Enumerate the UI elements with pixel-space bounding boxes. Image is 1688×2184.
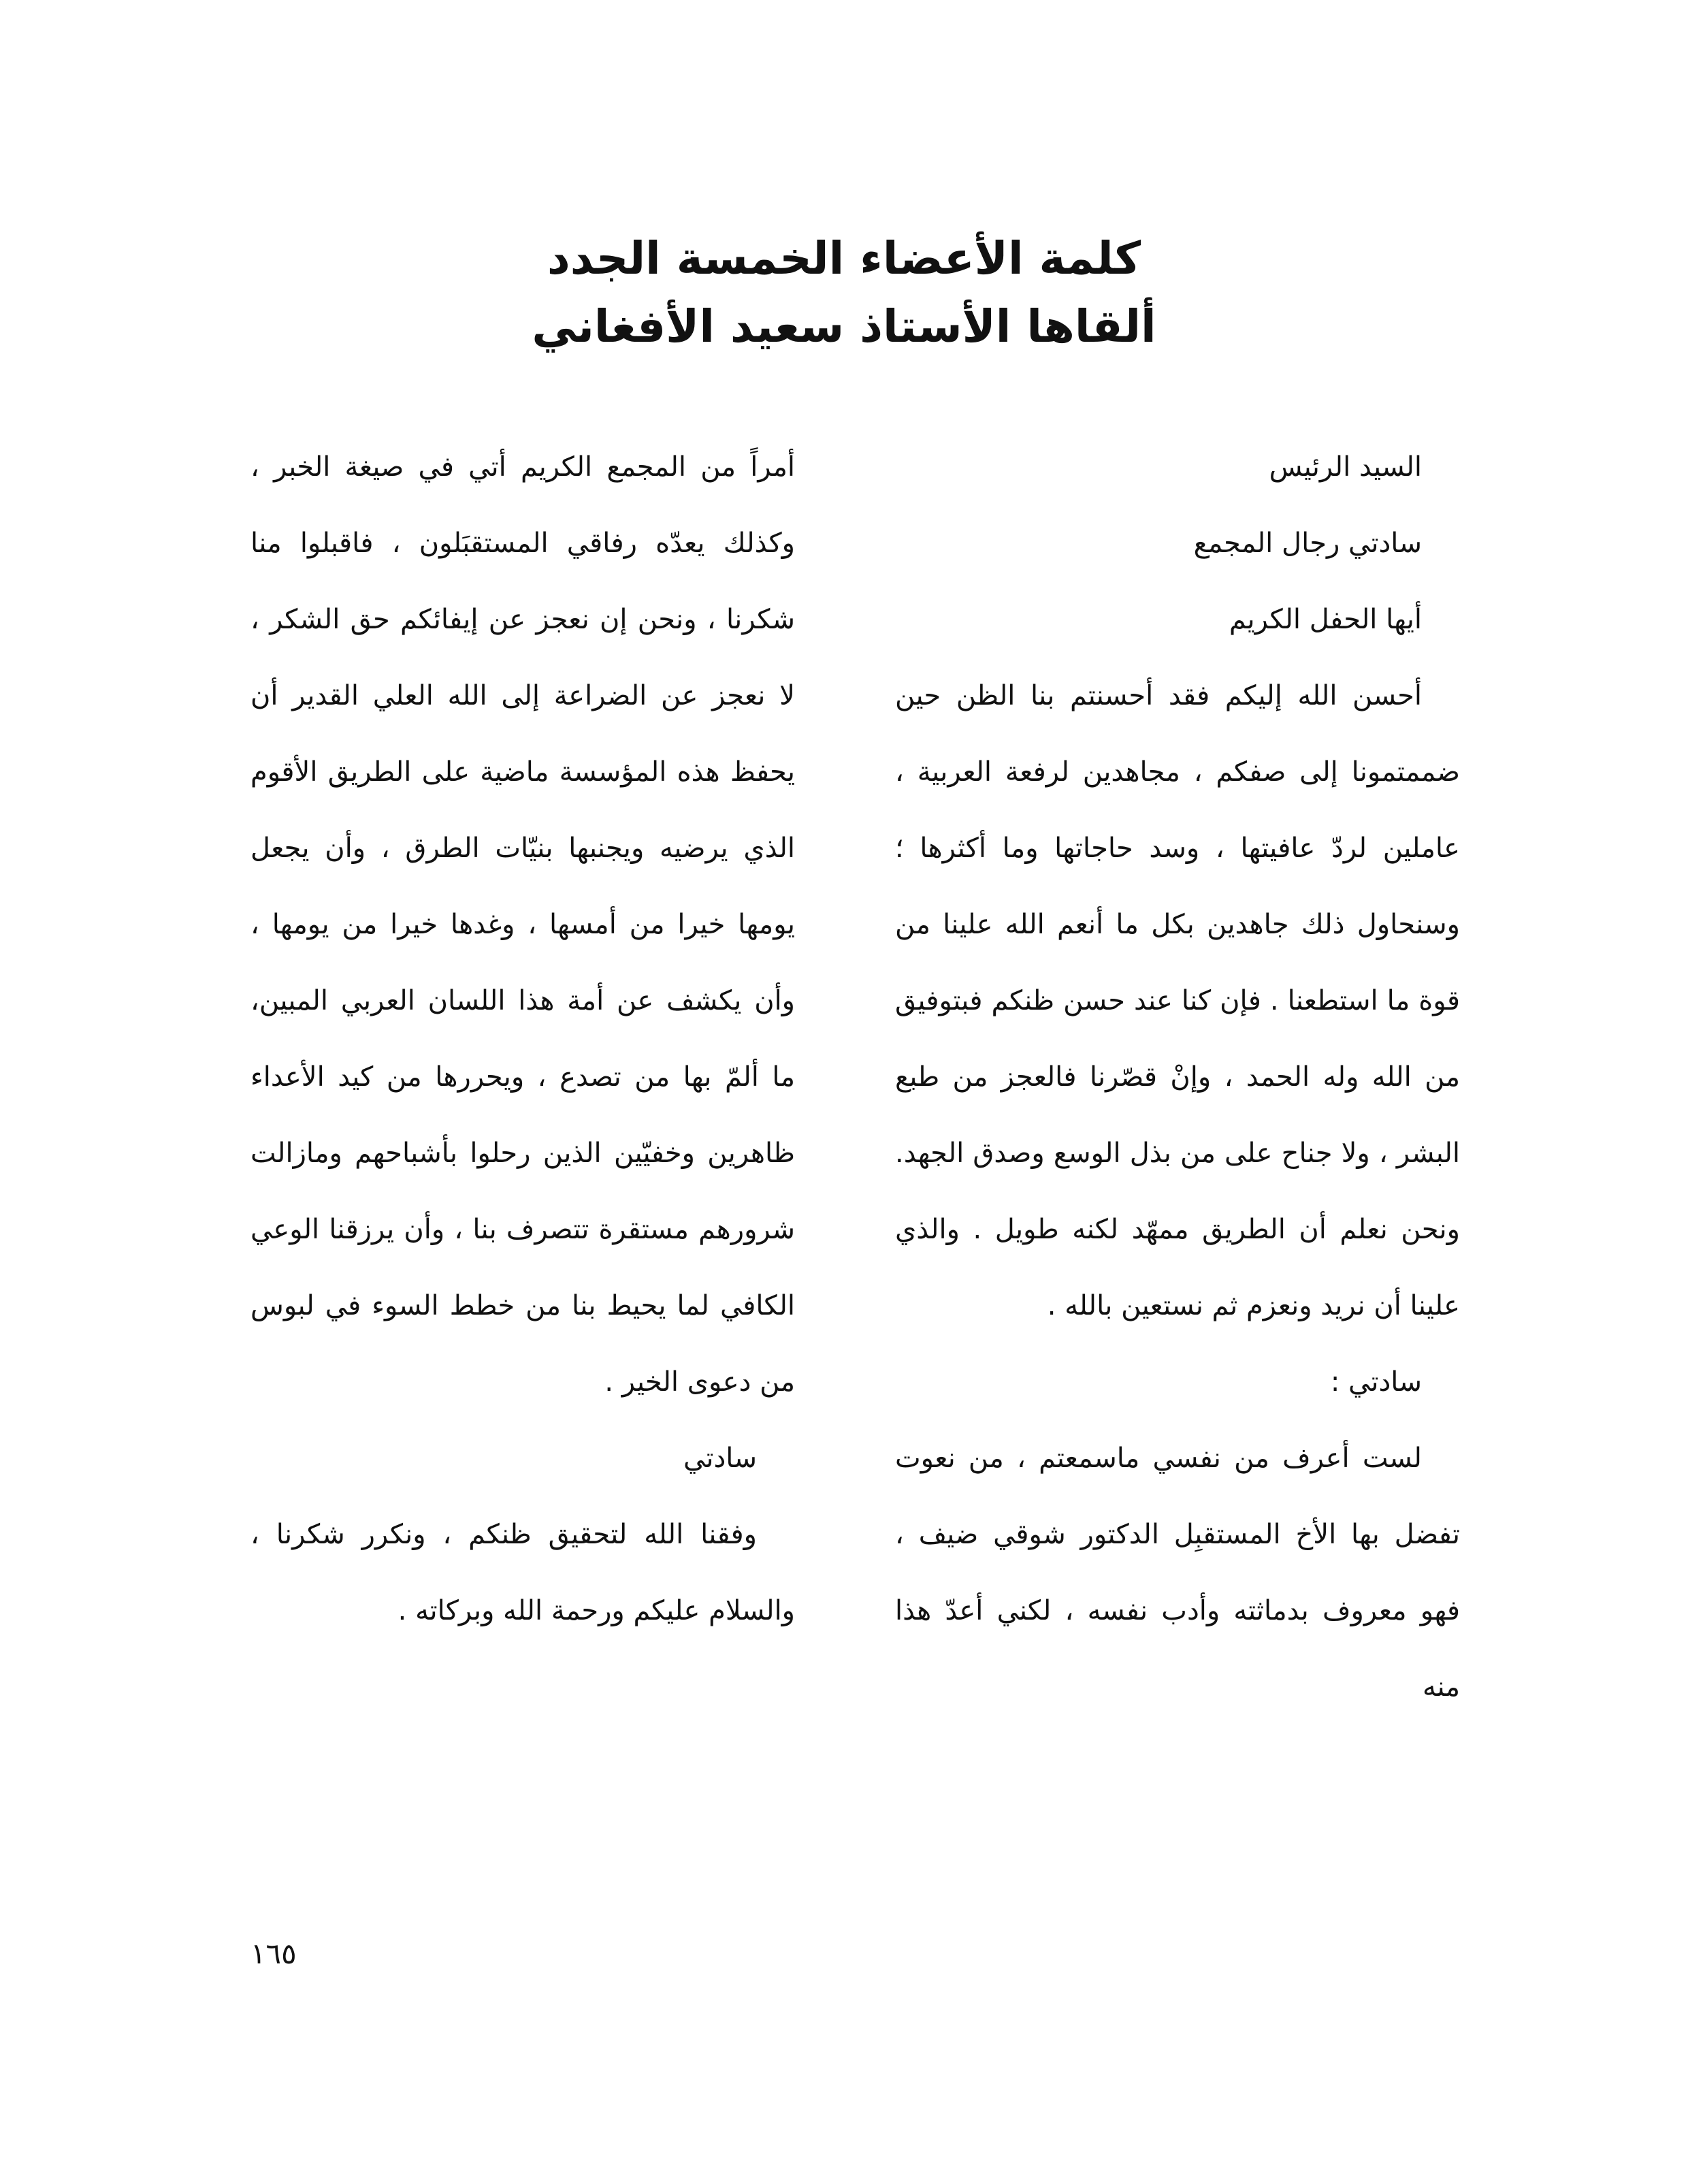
salutation-audience: أيها الحفل الكريم [1229, 604, 1422, 635]
article-title-block [0, 225, 1688, 361]
salutation-president: السيد الرئيس [1269, 451, 1422, 483]
body-paragraph: أحسن الله إليكم فقد أحسنتم بنا الظن حين ضممتمونا إلى صفكم ، مجاهدين لرفعة العربية ، عاملين لردّ عافيتها ، وسد حاجاتها وما أكثرها ؛ وسنحاول ذلك جاهدين بكل ما أنعم الله علينا من قوة ما استطعنا . فإن كنا عند حسن ظنكم فبتوفيق من الله وله الحمد ، وإنْ قصّرنا فالعجز من طبع البشر ، ولا جناح على من بذل الوسع وصدق الجهد. ونحن نعلم أن الطريق ممهّد لكنه طويل . والذي علينا أن نريد ونعزم ثم نستعين بالله . [895, 680, 1460, 1321]
closing-paragraph: وفقنا الله لتحقيق ظنكم ، ونكرر شكرنا ، والسلام عليكم ورحمة الله وبركاته . [250, 1519, 795, 1626]
salutation-academy-members: سادتي رجال المجمع [1193, 528, 1422, 559]
right-text-column [895, 429, 1460, 1725]
page-number: ١٦٥ [250, 1937, 297, 1970]
left-text-column [250, 429, 795, 1649]
article-title: كلمة الأعضاء الخمسة الجدد [547, 232, 1141, 285]
body-paragraph: أمراً من المجمع الكريم أتي في صيغة الخبر ، وكذلك يعدّه رفاقي المستقبَلون ، فاقبلوا منا شكرنا ، ونحن إن نعجز عن إيفائكم حق الشكر ، لا نعجز عن الضراعة إلى الله العلي القدير أن يحفظ هذه المؤسسة ماضية على الطريق الأقوم الذي يرضيه ويجنبها بنيّات الطرق ، وأن يجعل يومها خيرا من أمسها ، وغدها خيرا من يومها ، وأن يكشف عن أمة هذا اللسان العربي المبين، ما ألمّ بها من تصدع ، ويحررها من كيد الأعداء ظاهرين وخفيّين الذين رحلوا بأشباحهم ومازالت شرورهم مستقرة تتصرف بنا ، وأن يرزقنا الوعي الكافي لما يحيط بنا من خطط السوء في لبوس من دعوى الخير . [250, 451, 795, 1398]
article-subtitle-speaker: ألقاها الأستاذ سعيد الأفغاني [532, 300, 1156, 353]
body-paragraph: لست أعرف من نفسي ماسمعتم ، من نعوت تفضل بها الأخ المستقبِل الدكتور شوقي ضيف ، فهو معروف بدماثته وأدب نفسه ، لكني أعدّ هذا منه [895, 1443, 1460, 1703]
salutation-sirs: سادتي : [1330, 1366, 1422, 1398]
salutation-sirs: سادتي [683, 1443, 757, 1474]
